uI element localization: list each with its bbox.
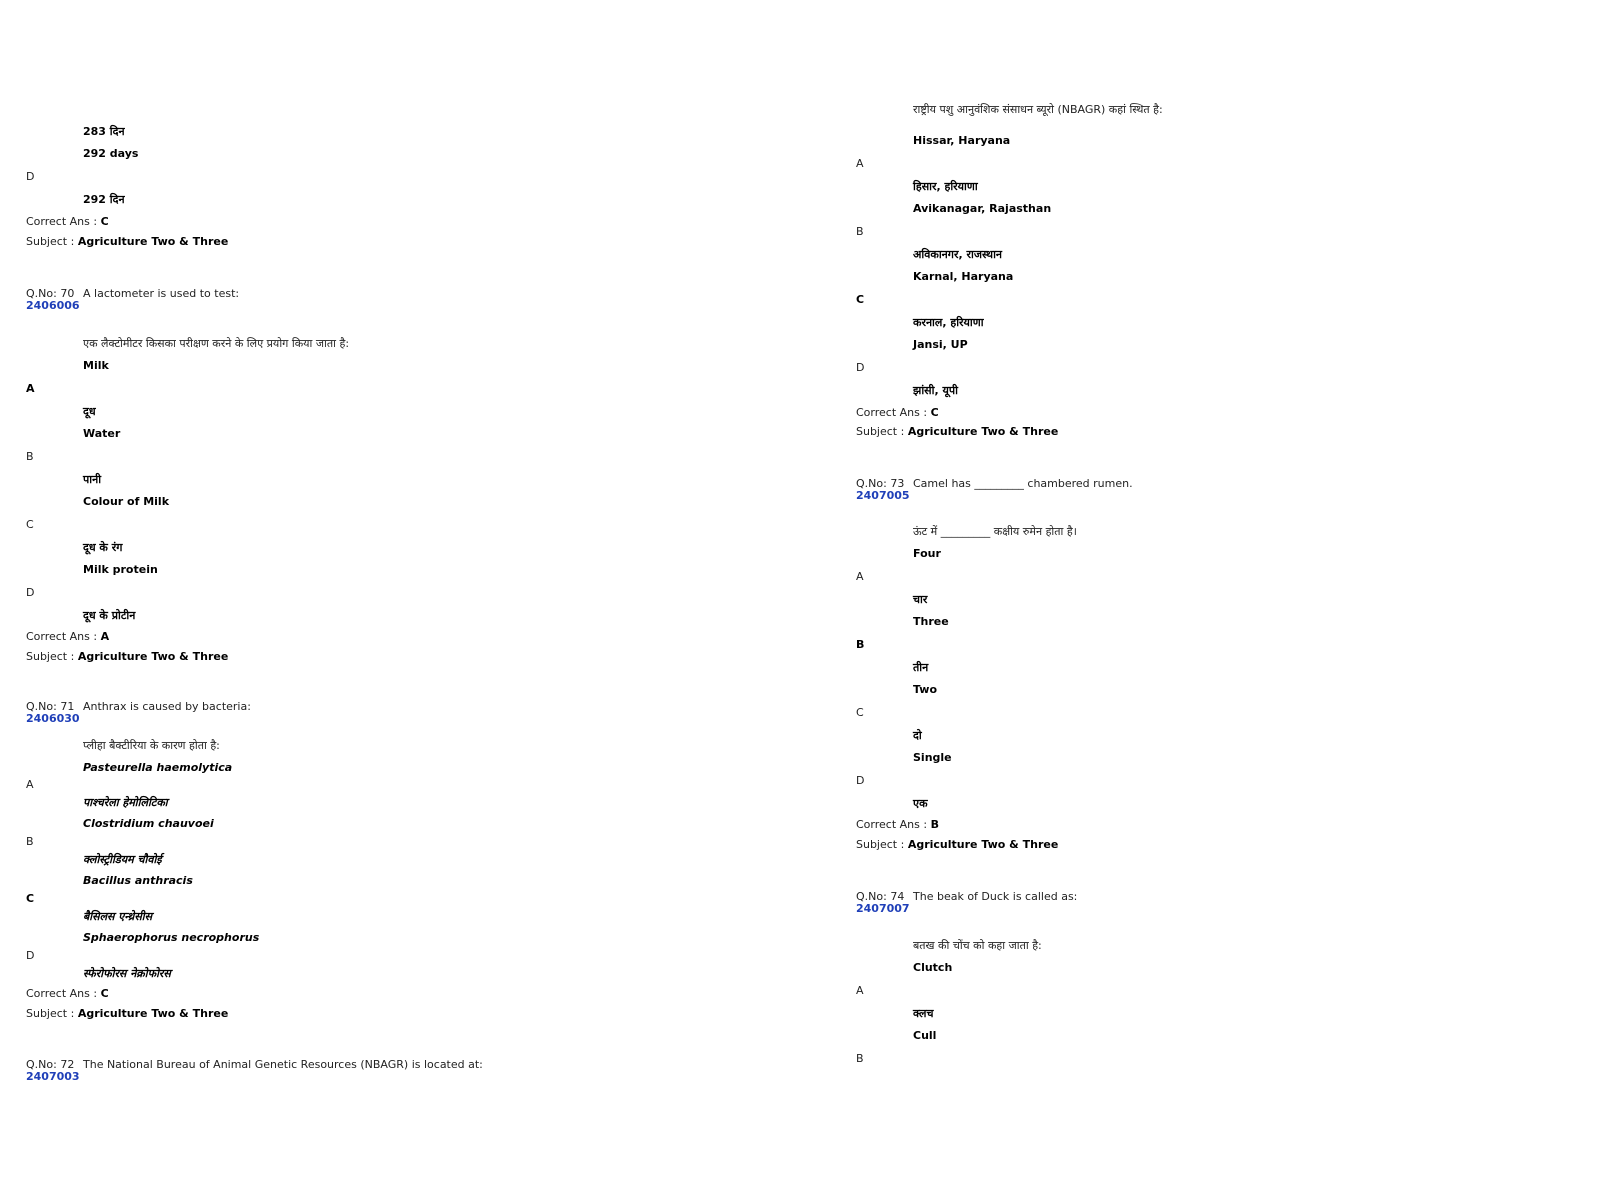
option-hi: करनाल, हरियाणा — [913, 316, 984, 329]
option-hi: हिसार, हरियाणा — [913, 180, 978, 193]
option-letter: C — [856, 706, 864, 719]
question-id: 2406006 — [26, 299, 80, 312]
option-en: Bacillus anthracis — [83, 874, 193, 887]
option-en: Three — [913, 615, 949, 628]
option-letter: B — [26, 835, 34, 848]
subject: Subject : Agriculture Two & Three — [26, 650, 229, 663]
question-text-hi: ऊंट में _________ कक्षीय रुमेन होता है। — [913, 525, 1077, 538]
option-hi: पाश्चरेला हेमोलिटिका — [83, 796, 168, 809]
option-hi: दूध के प्रोटीन — [83, 609, 136, 622]
subject: Subject : Agriculture Two & Three — [26, 235, 229, 248]
option-en: Four — [913, 547, 941, 560]
question-text-en: The beak of Duck is called as: — [913, 890, 1078, 903]
subject: Subject : Agriculture Two & Three — [26, 1007, 229, 1020]
question-number: Q.No: 70 — [26, 287, 75, 300]
option-en: Hissar, Haryana — [913, 134, 1011, 147]
subject: Subject : Agriculture Two & Three — [856, 838, 1059, 851]
option-letter-correct: C — [26, 892, 35, 905]
correct-answer: Correct Ans : C — [26, 987, 109, 1000]
option-hi: क्लच — [913, 1007, 934, 1020]
question-number: Q.No: 72 — [26, 1058, 75, 1071]
option-letter: D — [856, 361, 865, 374]
option-hi: पानी — [83, 473, 102, 486]
option-en: Pasteurella haemolytica — [83, 761, 233, 774]
question-text-hi: बतख की चोंच को कहा जाता है: — [913, 939, 1042, 952]
option-letter: B — [856, 225, 864, 238]
option-en: Milk protein — [83, 563, 158, 576]
correct-answer: Correct Ans : B — [856, 818, 939, 831]
option-letter: A — [856, 570, 864, 583]
correct-answer: Correct Ans : C — [26, 215, 109, 228]
option-letter: D — [26, 170, 35, 183]
question-text-hi: राष्ट्रीय पशु आनुवंशिक संसाधन ब्यूरो (NBAGR) कहां स्थित है: — [913, 103, 1163, 116]
option-hi: दूध — [83, 405, 96, 418]
subject: Subject : Agriculture Two & Three — [856, 425, 1059, 438]
question-id: 2406030 — [26, 712, 80, 725]
option-hi: अविकानगर, राजस्थान — [913, 248, 1003, 261]
option-hi: स्फेरोफोरस नेक्रोफोरस — [83, 967, 171, 980]
option-en: Two — [913, 683, 938, 696]
option-hi: तीन — [913, 661, 929, 674]
option-letter: A — [26, 778, 34, 791]
question-text-en: A lactometer is used to test: — [83, 287, 240, 300]
question-id: 2407005 — [856, 489, 910, 502]
option-letter: B — [856, 1052, 864, 1065]
option-en: Cull — [913, 1029, 937, 1042]
option-letter: B — [26, 450, 34, 463]
question-number: Q.No: 73 — [856, 477, 905, 490]
option-letter: A — [856, 157, 864, 170]
option-letter-correct: C — [856, 293, 865, 306]
option-letter: C — [26, 518, 34, 531]
option-hi: दो — [913, 729, 922, 742]
option-letter: D — [856, 774, 865, 787]
question-text-hi: एक लैक्टोमीटर किसका परीक्षण करने के लिए प्रयोग किया जाता है: — [83, 337, 350, 350]
option-hi: दूध के रंग — [83, 541, 123, 554]
option-en: Colour of Milk — [83, 495, 170, 508]
option-hi: झांसी, यूपी — [913, 384, 958, 397]
option-hi: 283 दिन — [83, 125, 125, 138]
option-letter-correct: B — [856, 638, 865, 651]
option-hi: 292 दिन — [83, 193, 125, 206]
correct-answer: Correct Ans : C — [856, 406, 939, 419]
option-hi: क्लोस्ट्रीडियम चौवोई — [83, 853, 162, 866]
correct-answer: Correct Ans : A — [26, 630, 110, 643]
option-letter-correct: A — [26, 382, 35, 395]
question-text-en: Anthrax is caused by bacteria: — [83, 700, 251, 713]
question-number: Q.No: 74 — [856, 890, 905, 903]
option-en: Milk — [83, 359, 109, 372]
option-en: Jansi, UP — [913, 338, 968, 351]
question-text-hi: प्लीहा बैक्टीरिया के कारण होता है: — [83, 739, 220, 752]
option-en: Clutch — [913, 961, 953, 974]
option-hi: चार — [913, 593, 928, 606]
option-letter: A — [856, 984, 864, 997]
option-en: Water — [83, 427, 121, 440]
option-hi: बैसिलस एन्थ्रेसीस — [83, 910, 153, 923]
option-en: Single — [913, 751, 952, 764]
question-text-en: Camel has _________ chambered rumen. — [913, 477, 1133, 490]
option-en: Clostridium chauvoei — [83, 817, 214, 830]
option-en: Karnal, Haryana — [913, 270, 1014, 283]
option-en: Avikanagar, Rajasthan — [913, 202, 1052, 215]
option-letter: D — [26, 586, 35, 599]
question-id: 2407003 — [26, 1070, 80, 1083]
option-en: 292 days — [83, 147, 139, 160]
option-hi: एक — [913, 797, 928, 810]
option-en: Sphaerophorus necrophorus — [83, 931, 260, 944]
option-letter: D — [26, 949, 35, 962]
question-number: Q.No: 71 — [26, 700, 75, 713]
question-id: 2407007 — [856, 902, 910, 915]
question-text-en: The National Bureau of Animal Genetic Resources (NBAGR) is located at: — [83, 1058, 483, 1071]
